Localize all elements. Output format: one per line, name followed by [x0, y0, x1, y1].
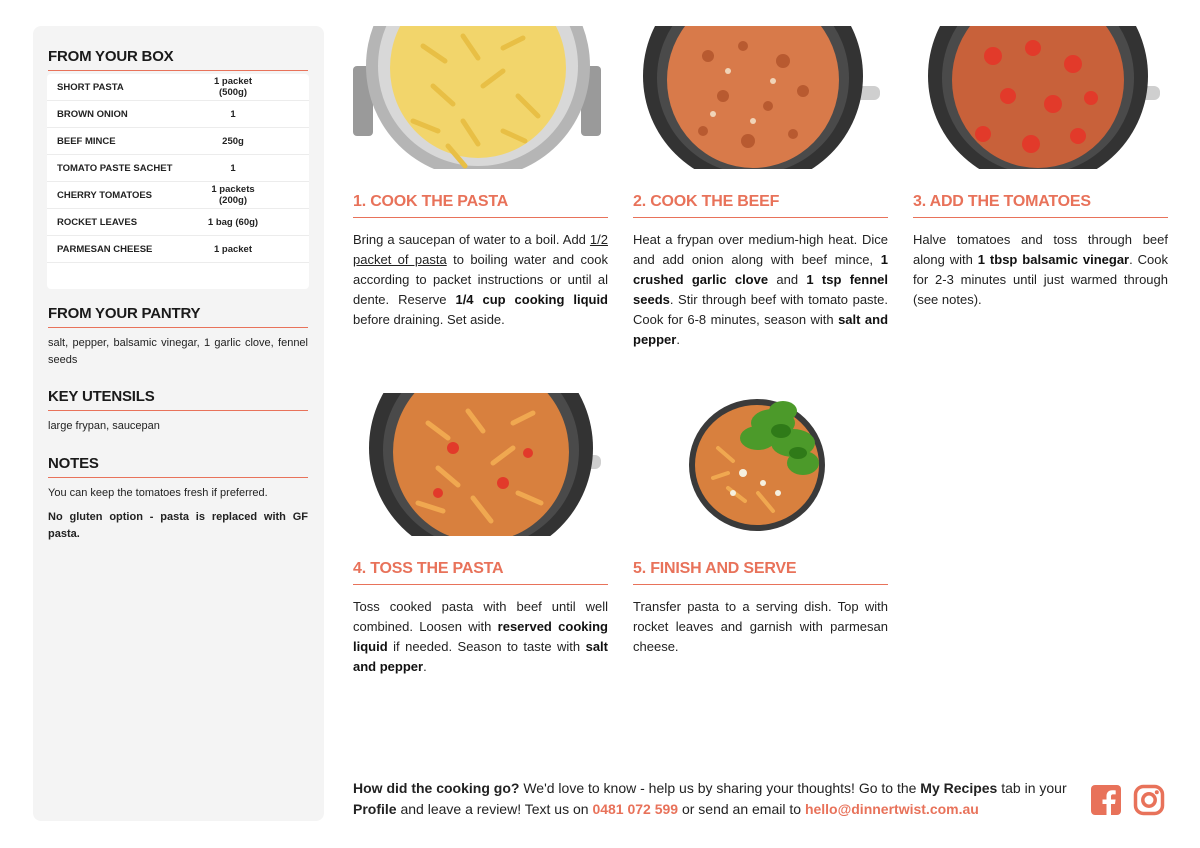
step-1-title: 1. COOK THE PASTA: [353, 193, 608, 218]
step-5-photo: [633, 393, 888, 536]
pantry-text: salt, pepper, balsamic vinegar, 1 garlic clove, fennel seeds: [48, 337, 308, 366]
ingredient-qty: 1: [230, 108, 236, 120]
ingredient-qty: 250g: [222, 135, 244, 147]
ingredients-table: [47, 74, 309, 289]
sidebar: [33, 26, 324, 821]
ingredient-qty: 1 bag (60g): [207, 216, 259, 228]
ingredient-qty: 1 packets (200g): [211, 184, 255, 206]
step-3-photo: [913, 26, 1168, 169]
feedback-footer: How did the cooking go? We'd love to know - help us by sharing your thoughts! Go to the My Recipes tab in your Profile and leave a review! Text us on 0481 072 599 or send an email to hello@dinnertwist.com.au: [353, 780, 1067, 817]
utensils-text: large frypan, saucepan: [48, 420, 160, 432]
table-row: [47, 155, 309, 182]
ingredient-name: PARMESAN CHEESE: [57, 243, 153, 255]
pantry-title: FROM YOUR PANTRY: [48, 305, 308, 328]
note-1: You can keep the tomatoes fresh if preferred.: [48, 487, 268, 499]
utensils-title: KEY UTENSILS: [48, 388, 308, 411]
from-box-title: FROM YOUR BOX: [48, 48, 308, 71]
phone-link[interactable]: 0481 072 599: [592, 801, 679, 817]
step-5-title: 5. FINISH AND SERVE: [633, 560, 888, 585]
step-2-text: Heat a frypan over medium-high heat. Dice and add onion along with beef mince, 1 crushed garlic clove and 1 tsp fennel seeds. Stir through beef with tomato paste. Cook for 6-8 minutes, season with salt and pepper.: [633, 232, 889, 347]
step-4: [353, 393, 608, 677]
step-3-text: Halve tomatoes and toss through beef along with 1 tbsp balsamic vinegar. Cook for 2-3 minutes until just warmed through (see notes).: [913, 232, 1168, 307]
ingredient-qty: 1: [230, 162, 236, 174]
ingredient-name: BROWN ONION: [57, 108, 128, 120]
facebook-icon[interactable]: [1090, 784, 1122, 816]
table-row: [47, 236, 309, 263]
step-2-title: 2. COOK THE BEEF: [633, 193, 888, 218]
step-3-title: 3. ADD THE TOMATOES: [913, 193, 1168, 218]
ingredient-name: CHERRY TOMATOES: [57, 189, 153, 201]
ingredient-name: TOMATO PASTE SACHET: [57, 162, 173, 174]
instagram-icon[interactable]: [1133, 784, 1165, 816]
step-1-text: Bring a saucepan of water to a boil. Add 1/2 packet of pasta to boiling water and cook according to packet instructions or until al dente. Reserve 1/4 cup cooking liquid before draining. Set aside.: [353, 232, 609, 327]
table-row: [47, 74, 309, 101]
ingredient-name: BEEF MINCE: [57, 135, 116, 147]
table-empty-row: [47, 263, 309, 289]
step-3: [913, 26, 1168, 310]
step-5: [633, 393, 888, 657]
step-2: [633, 26, 888, 350]
ingredient-name: ROCKET LEAVES: [57, 216, 138, 228]
table-row: [47, 182, 309, 209]
step-2-photo: [633, 26, 888, 169]
table-row: [47, 101, 309, 128]
table-row: [47, 128, 309, 155]
ingredient-qty: 1 packet: [213, 243, 253, 255]
table-row: [47, 209, 309, 236]
step-1-photo: [353, 26, 608, 169]
step-1: [353, 26, 608, 330]
ingredient-qty: 1 packet (500g): [213, 76, 253, 98]
step-4-photo: [353, 393, 608, 536]
ingredient-name: SHORT PASTA: [57, 81, 124, 93]
notes-title: NOTES: [48, 455, 308, 478]
note-2: No gluten option - pasta is replaced with GF pasta.: [48, 511, 308, 540]
step-5-text: Transfer pasta to a serving dish. Top with rocket leaves and garnish with parmesan cheese.: [633, 599, 888, 654]
email-link[interactable]: hello@dinnertwist.com.au: [804, 801, 979, 817]
step-4-text: Toss cooked pasta with beef until well combined. Loosen with reserved cooking liquid if needed. Season to taste with salt and pepper.: [353, 599, 608, 674]
step-4-title: 4. TOSS THE PASTA: [353, 560, 608, 585]
